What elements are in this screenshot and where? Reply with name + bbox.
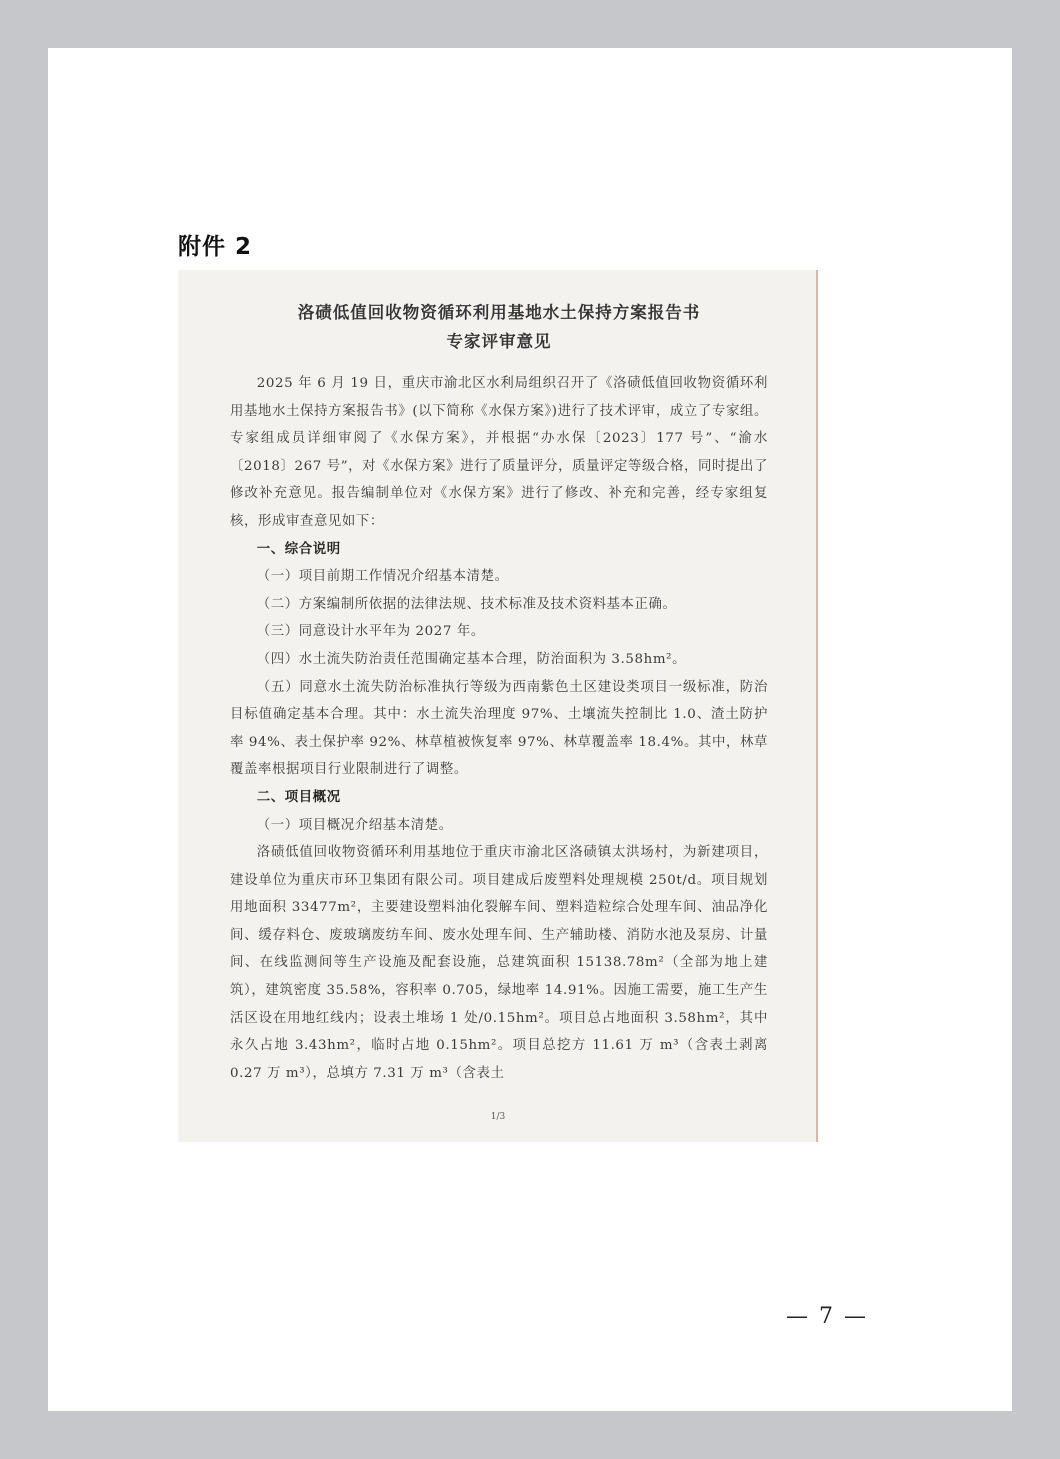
section1-item: （二）方案编制所依据的法律法规、技术标准及技术资料基本正确。 xyxy=(256,596,677,612)
section1-item: （四）水土流失防治责任范围确定基本合理，防治面积为 3.58hm²。 xyxy=(256,651,687,667)
section-heading-1: 一、综合说明 xyxy=(256,541,341,557)
section1-item: （三）同意设计水平年为 2027 年。 xyxy=(256,624,485,640)
intro-paragraph: 2025 年 6 月 19 日，重庆市渝北区水利局组织召开了《洛碛低值回收物资循环利用基地水土保持方案报告书》(以下简称《水保方案》)进行了技术评审，成立了专家组。专家组成员详细审阅了《水保方案》，并根据“办水保〔2023〕177 号”、“渝水〔2018〕267 号”，对《水保方案》进行了质量评分，质量评定等级合格，同时提出了修改补充意见。报告编制单位对《水保方案》进行了修改、补充和完善，经专家组复核，形成审查意见如下： xyxy=(230,376,768,529)
section1-item: （一）项目前期工作情况介绍基本清楚。 xyxy=(256,569,509,585)
scan-page-number: 1/3 xyxy=(490,1112,506,1122)
document-title xyxy=(230,298,768,356)
scanned-content xyxy=(230,298,768,1087)
attachment-label: 附件 2 xyxy=(178,234,253,260)
section2-item: （一）项目概况介绍基本清楚。 xyxy=(256,817,453,833)
section2-item: 洛碛低值回收物资循环利用基地位于重庆市渝北区洛碛镇太洪场村，为新建项目，建设单位为重庆市环卫集团有限公司。项目建成后废塑料处理规模 250t/d。项目规划用地面积 33477m²，主要建设塑料油化裂解车间、塑料造粒综合处理车间、油品净化间、缓存料仓、废玻璃废纺车间、废水处理车间、生产辅助楼、消防水池及泵房、计量间、在线监测间等生产设施及配套设施，总建筑面积 15138.78m²（全部为地上建筑），建筑密度 35.58%，容积率 0.705，绿地率 14.91%。因施工需要，施工生产生活区设在用地红线内；设表土堆场 1 处/0.15hm²。项目总占地面积 3.58hm²，其中永久占地 3.43hm²，临时占地 0.15hm²。项目总挖方 11.61 万 m³（含表土剥离 0.27 万 m³），总填方 7.31 万 m³（含表土 xyxy=(230,845,768,1081)
document-body xyxy=(230,370,768,1087)
scanned-document xyxy=(178,270,818,1142)
footer-page-number: — 7 — xyxy=(786,1304,868,1329)
title-line-2: 专家评审意见 xyxy=(446,332,552,351)
title-line-1: 洛碛低值回收物资循环利用基地水土保持方案报告书 xyxy=(297,303,701,322)
section1-item: （五）同意水土流失防治标准执行等级为西南紫色土区建设类项目一级标准，防治目标值确定基本合理。其中：水土流失治理度 97%、土壤流失控制比 1.0、渣土防护率 94%、表土保护率 92%、林草植被恢复率 97%、林草覆盖率 18.4%。其中，林草覆盖率根据项目行业限制进行了调整。 xyxy=(230,679,768,778)
section-heading-2: 二、项目概况 xyxy=(256,789,341,805)
document-page xyxy=(48,48,1012,1411)
